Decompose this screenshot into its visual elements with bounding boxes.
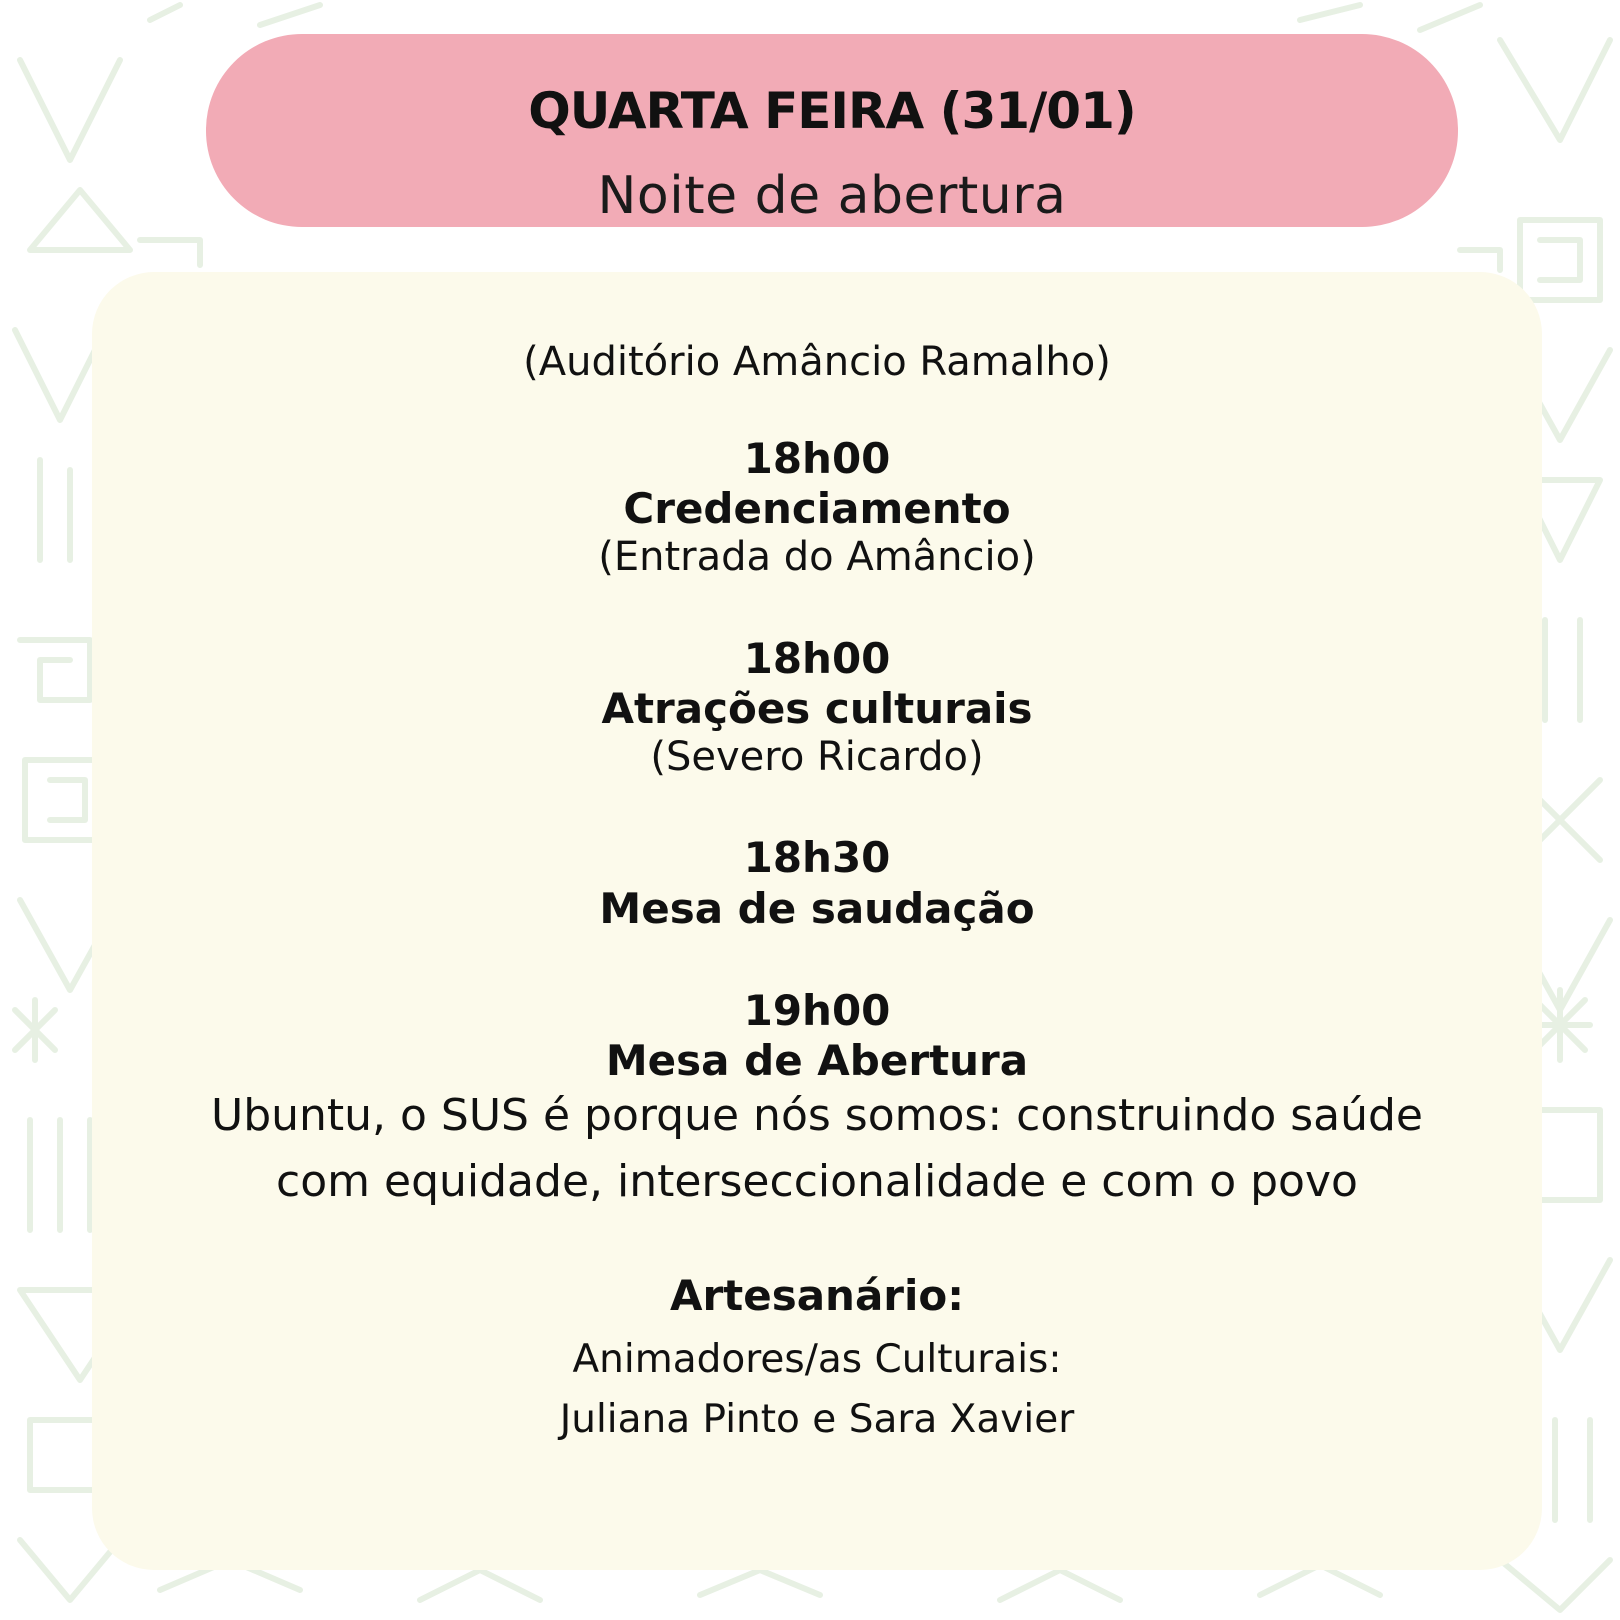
day-title: QUARTA FEIRA (31/01) [528,82,1136,140]
day-header [206,34,1458,227]
schedule-title: Mesa de Abertura [605,1036,1029,1085]
schedule-title: Atrações culturais [601,684,1033,733]
schedule-title: Credenciamento [623,484,1011,533]
schedule-time: 18h00 [743,434,891,483]
day-subtitle: Noite de abertura [597,166,1067,226]
schedule-panel [92,272,1542,1570]
artesanario-line: Juliana Pinto e Sara Xavier [559,1397,1075,1442]
venue-label: (Auditório Amâncio Ramalho) [523,339,1111,385]
schedule-time: 19h00 [743,986,891,1035]
schedule-detail-line: Ubuntu, o SUS é porque nós somos: construindo saúde [210,1090,1424,1141]
schedule-detail-line: com equidade, interseccionalidade e com o povo [276,1156,1358,1207]
schedule-time: 18h00 [743,634,891,683]
schedule-time: 18h30 [743,833,891,882]
schedule-title: Mesa de saudação [599,884,1035,933]
schedule-detail: (Severo Ricardo) [650,734,984,780]
artesanario-heading: Artesanário: [669,1271,965,1320]
artesanario-line: Animadores/as Culturais: [572,1337,1062,1382]
schedule-detail: (Entrada do Amâncio) [598,534,1036,580]
